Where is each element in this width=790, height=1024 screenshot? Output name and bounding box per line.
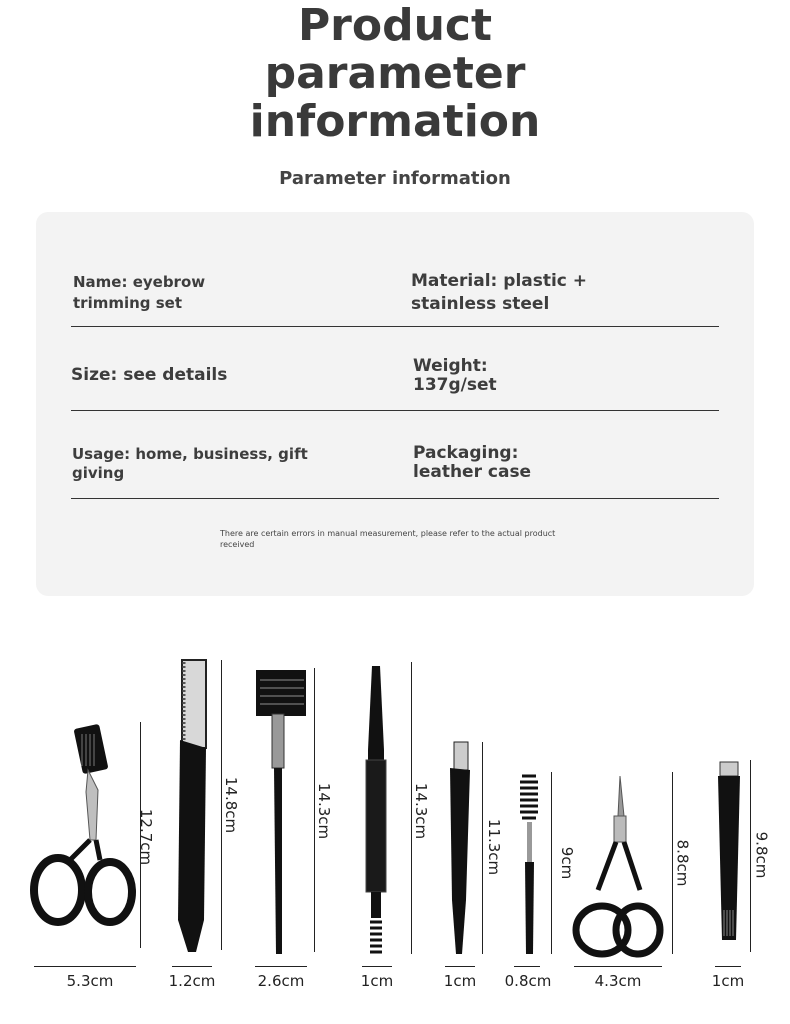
width-line <box>445 966 475 967</box>
param-packaging: Packaging: leather case <box>413 443 532 482</box>
width-label: 0.8cm <box>504 972 552 990</box>
param-name: Name: eyebrow trimming set <box>73 273 206 312</box>
height-label: 9cm <box>558 846 577 880</box>
parameter-row-2 <box>71 350 719 411</box>
title-line-1: Product <box>297 0 493 51</box>
height-label: 11.3cm <box>485 818 504 876</box>
width-label: 1cm <box>711 972 745 990</box>
height-line <box>750 760 751 952</box>
title-line-3: information <box>249 96 541 147</box>
width-line <box>574 966 662 967</box>
title-line-2: parameter <box>264 48 526 99</box>
height-line <box>551 772 552 954</box>
height-label: 14.3cm <box>412 782 431 840</box>
width-line <box>255 966 307 967</box>
param-weight: Weight: 137g/set <box>413 356 497 395</box>
height-label: 14.3cm <box>315 782 334 840</box>
param-size: Size: see details <box>71 365 228 385</box>
param-usage: Usage: home, business, gift giving <box>72 445 308 482</box>
param-material: Material: plastic + stainless steel <box>411 271 588 314</box>
height-label: 14.8cm <box>222 776 241 834</box>
width-line <box>34 966 136 967</box>
width-label: 1.2cm <box>168 972 216 990</box>
width-label: 1cm <box>360 972 394 990</box>
parameter-row-3 <box>71 436 719 499</box>
height-label: 12.7cm <box>137 808 156 866</box>
tool-dimensions <box>0 640 790 1024</box>
width-label: 2.6cm <box>257 972 305 990</box>
tweezers-icon <box>0 640 1 641</box>
width-label: 1cm <box>443 972 477 990</box>
width-label: 5.3cm <box>66 972 114 990</box>
measurement-note: There are certain errors in manual measurement, please refer to the actual product received <box>220 529 556 549</box>
width-line <box>172 966 212 967</box>
height-line <box>482 742 483 954</box>
width-line <box>715 966 741 967</box>
width-label: 4.3cm <box>594 972 642 990</box>
width-line <box>514 966 540 967</box>
height-label: 9.8cm <box>752 831 771 879</box>
width-line <box>362 966 392 967</box>
section-subtitle: Parameter information <box>279 168 511 189</box>
parameter-panel <box>36 212 754 596</box>
parameter-row-1 <box>71 268 719 327</box>
height-label: 8.8cm <box>673 839 692 887</box>
